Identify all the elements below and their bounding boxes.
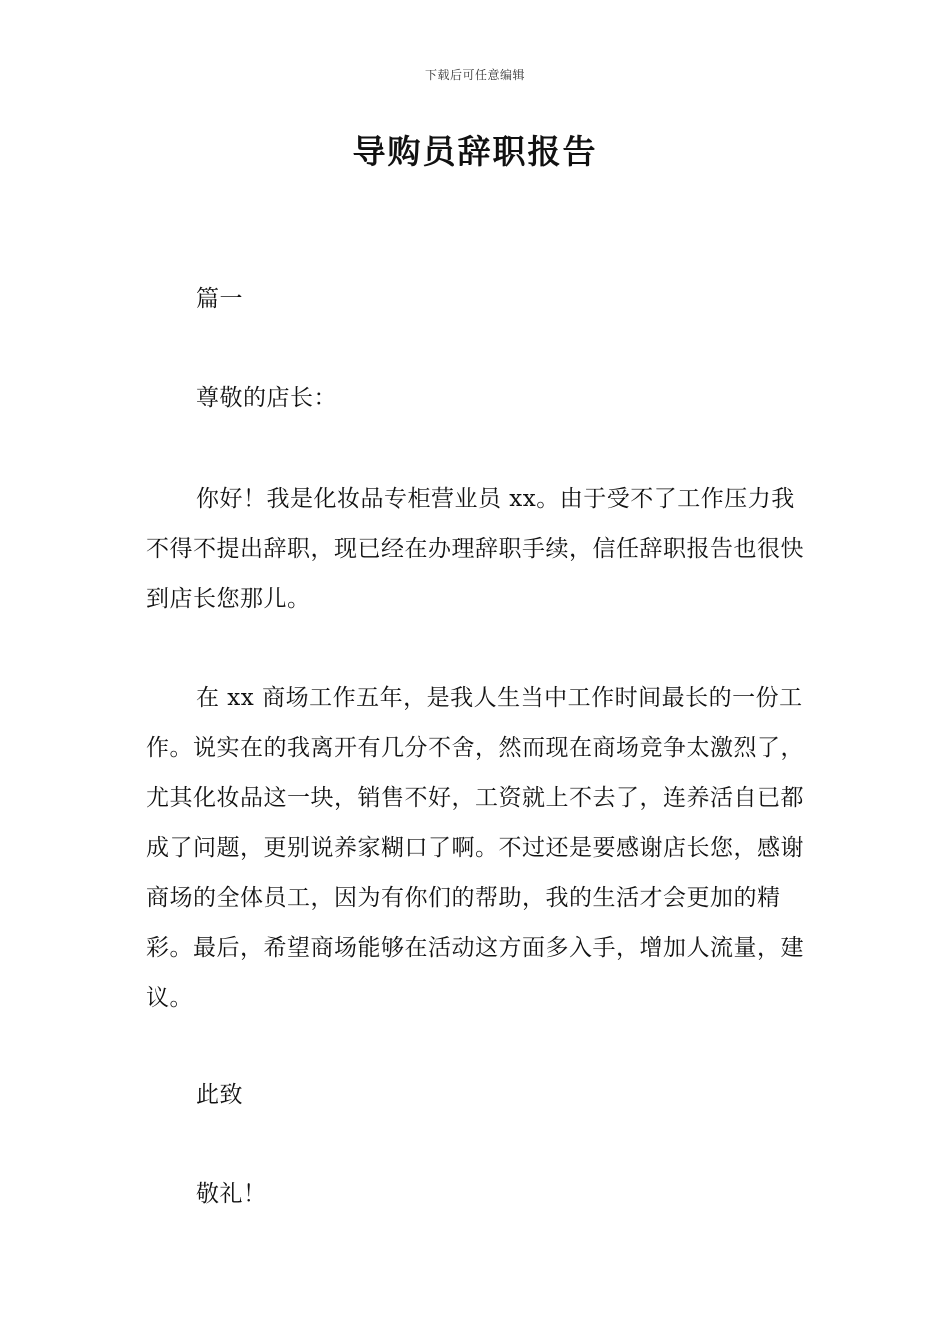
paragraph-2 [146,673,810,1023]
salutation: 尊敬的店长： [196,385,337,411]
section-label: 篇一 [196,286,243,312]
paragraph-1-text: 你好！我是化妆品专柜营业员 xx。由于受不了工作压力我不得不提出辞职，现已经在办理辞职手续，信任辞职报告也很快到店长您那儿。 [146,486,804,612]
header-note: 下载后可任意编辑 [424,68,525,82]
paragraph-1 [146,474,810,624]
closing-line-2: 敬礼！ [196,1181,267,1207]
closing-line-1: 此致 [196,1082,243,1108]
paragraph-2-text: 在 xx 商场工作五年，是我人生当中工作时间最长的一份工作。说实在的我离开有几分不舍，然而现在商场竞争太激烈了，尤其化妆品这一块，销售不好，工资就上不去了，连养活自已都成了问题，更别说养家糊口了啊。不过还是要感谢店长您，感谢商场的全体员工，因为有你们的帮助，我的生活才会更加的精彩。最后，希望商场能够在活动这方面多入手，增加人流量，建议。 [146,685,804,1011]
document-title: 导购员辞职报告 [352,132,598,171]
